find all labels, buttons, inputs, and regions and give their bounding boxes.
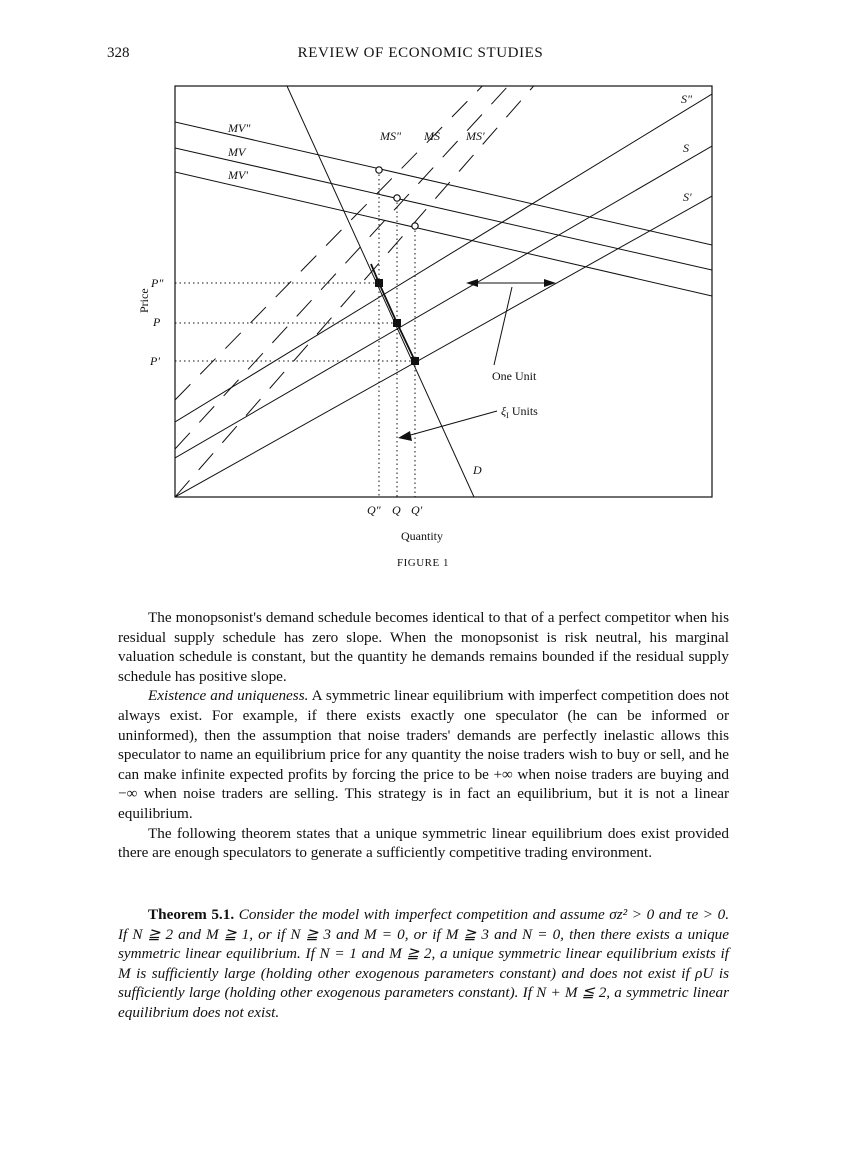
valuation-line-mv <box>175 148 712 270</box>
equilibrium-point-double-prime <box>375 279 383 287</box>
intersection-circle-mv-prime <box>412 223 418 229</box>
paragraph-1: The monopsonist's demand schedule becomes identical to that of a perfect competitor when his residual supply schedule has zero slope. When the monopsonist is risk neutral, his marginal valuation schedule is constant, but the quantity he demands remains bounded if the residual supply schedule has positive slope. <box>118 609 729 685</box>
supply-line-s-double-prime <box>175 94 712 422</box>
supply-line-s <box>175 146 712 458</box>
demand-curve-segment <box>371 264 415 361</box>
label-mv-double-prime: MV" <box>228 121 251 135</box>
one-unit-arrowhead-right <box>544 279 556 287</box>
label-ms-double-prime: MS" <box>380 129 402 143</box>
page-number: 328 <box>107 45 130 61</box>
figure-caption: FIGURE 1 <box>397 557 449 569</box>
body-paragraphs <box>118 608 729 863</box>
y-axis-label: Price <box>137 288 151 313</box>
label-s-prime: S' <box>683 190 692 204</box>
paragraph-2-heading: Existence and uniqueness. <box>148 687 309 705</box>
annotation-one-unit: One Unit <box>492 369 537 383</box>
supply-line-s-prime <box>175 196 712 497</box>
demand-line <box>287 86 474 497</box>
valuation-line-mv-double-prime <box>175 122 712 245</box>
xi-units-leader <box>407 411 497 436</box>
label-ms: MS <box>424 129 440 143</box>
label-ms-prime: MS' <box>466 129 485 143</box>
plot-frame <box>175 86 712 497</box>
price-tick-p: P <box>153 315 161 329</box>
price-tick-p-double-prime: P" <box>151 276 164 290</box>
label-s-double-prime: S" <box>681 92 693 106</box>
intersection-circle-mv <box>394 195 400 201</box>
price-tick-p-prime: P' <box>150 354 160 368</box>
equilibrium-point <box>393 319 401 327</box>
theorem-5-1 <box>118 905 729 1023</box>
label-mv: MV <box>228 145 246 159</box>
paragraph-3: The following theorem states that a unique symmetric linear equilibrium does exist provided there are enough speculators to generate a sufficiently competitive trading environment. <box>118 824 729 862</box>
running-head: REVIEW OF ECONOMIC STUDIES <box>297 45 544 61</box>
xi-units-arrowhead <box>398 431 412 441</box>
intersection-circle-mv-double-prime <box>376 167 382 173</box>
quantity-tick-q-double-prime: Q" <box>367 503 381 517</box>
annotation-xi-units: $\xi_I$ Units <box>501 404 538 420</box>
valuation-line-mv-prime <box>175 172 712 296</box>
quantity-tick-q: Q <box>392 503 401 517</box>
paragraph-2 <box>118 686 729 823</box>
theorem-title: Theorem 5.1. <box>148 906 235 923</box>
paragraph-2-text: A symmetric linear equilibrium with imperfect competition does not always exist. For example, if there exists exactly one speculator (he can be informed or uninformed), then the assumption that noise traders' demands are perfectly inelastic allows this speculator to name an equilibrium price for any quantity the noise traders wish to buy or sell, and he can make infinite expected profits by forcing the price to be +∞ when noise traders are buying and −∞ when noise traders are selling. This strategy is in fact an equilibrium, but it is not a linear equilibrium. <box>118 687 729 822</box>
equilibrium-point-prime <box>411 357 419 365</box>
quantity-tick-q-prime: Q' <box>411 503 423 517</box>
one-unit-leader <box>494 287 512 365</box>
label-demand: D <box>473 463 482 477</box>
marginal-supply-ms-double-prime <box>175 73 495 400</box>
theorem-text: Consider the model with imperfect competition and assume σz² > 0 and τe > 0. If N ≧ 2 and M ≧ 1, or if N ≧ 3 and M = 0, or if M ≧ 3 and N = 0, then there exists a unique symmetric linear equilibrium. If N = 1 and M ≧ 2, a unique symmetric linear equilibrium exists if M is sufficiently large (holding other exogenous parameters constant) and does not exist if ρU is sufficiently large (holding other exogenous parameters constant). If N + M ≦ 2, a symmetric linear equilibrium does not exist. <box>118 906 729 1021</box>
marginal-supply-ms-prime <box>175 73 545 497</box>
label-mv-prime: MV' <box>228 168 248 182</box>
label-s: S <box>683 141 689 155</box>
x-axis-label: Quantity <box>401 529 443 543</box>
